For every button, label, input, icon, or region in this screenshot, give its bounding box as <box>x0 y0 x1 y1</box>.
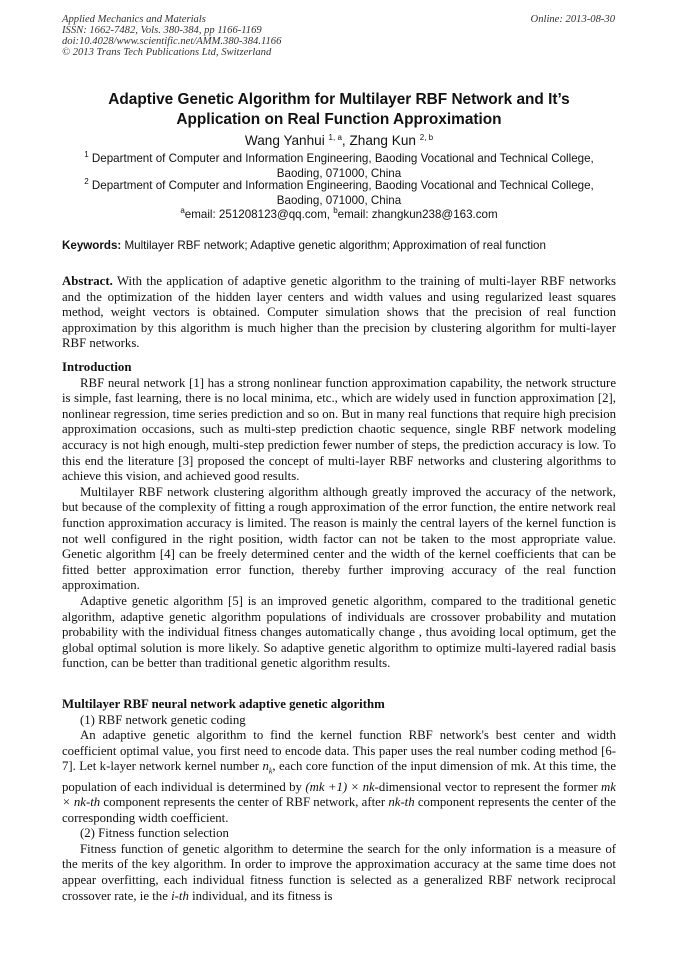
algorithm-heading: Multilayer RBF neural network adaptive genetic algorithm <box>62 697 385 711</box>
keywords-label: Keywords: <box>62 239 122 252</box>
introduction-heading: Introduction <box>62 360 132 374</box>
fitness-paragraph: Fitness function of genetic algorithm to determine the search for the only information is a measure of the merits of the key algorithm. In order to improve the approximation accuracy at the same time does not appear overfitting, each individual fitness function is selected as a generalized RBF network reciprocal crossover rate, ie the i-th individual, and its fitness is <box>62 841 616 903</box>
author-list <box>62 129 616 149</box>
contact-emails <box>62 203 616 222</box>
author-2-affiliation-mark: 2, b <box>419 133 434 142</box>
author-1-affiliation-mark: 1, a <box>328 133 342 142</box>
doi-line: doi:10.4028/www.scientific.net/AMM.380-384.1166 <box>62 36 282 47</box>
author-separator: , <box>341 133 350 148</box>
email-a-mark: a <box>180 206 185 215</box>
journal-name: Applied Mechanics and Materials <box>62 14 206 25</box>
paper-title <box>62 90 616 130</box>
keywords <box>62 238 622 253</box>
intro-paragraph-1: RBF neural network [1] has a strong nonlinear function approximation capability, the network structure is simple, fast learning, there is no local minima, etc., which are widely used in function approximation [2], nonlinear regression, time series prediction and so on. But in many real functions that require high precision approximation occasions, such as multi-step prediction chaotic sequence, single RBF network modeling accuracy is not high enough, multi-step prediction fewer number of steps, the prediction accuracy is low. To this end the literature [3] proposed the concept of multi-layer RBF networks and clustering algorithms to achieve this vision, and achieved good results. <box>62 375 616 484</box>
coding-paragraph: An adaptive genetic algorithm to find the kernel function RBF network's best center and width coefficient optimal value, you first need to encode data. This paper uses the real number coding method [6-7]. Let k-layer network kernel number $n_k$, each core function of the input dimension of mk. At this time, the population of each individual is determined by (mk +1) × nk-dimensional vector to represent the former mk × nk-th component represents the center of RBF network, after nk-th component represents the center of the corresponding width coefficient. <box>62 728 616 825</box>
affiliation-2-line-1: Department of Computer and Information Engineering, Baoding Vocational and Technical College, <box>91 179 594 192</box>
intro-paragraph-2: Multilayer RBF network clustering algorithm although greatly improved the accuracy of the network, but because of the complexity of fitting a rough approximation of the error function, the entire network real function approximation accuracy is limited. The reason is mainly the central layers of the kernel function is not well configured in the right position, width factor can not be taken to the most appropriate value. Genetic algorithm [4] can be freely determined center and the width of the kernel coefficients that can be fitted better approximation error function, thereby further improving accuracy of the real function approximation. <box>62 484 616 593</box>
abstract <box>62 274 616 352</box>
affiliation-1-number: 1 <box>84 150 89 159</box>
affiliation-1-line-2: Baoding, 071000, China <box>276 167 402 180</box>
abstract-label: Abstract. <box>62 274 113 288</box>
algorithm-section <box>62 697 616 904</box>
abstract-text: With the application of adaptive genetic algorithm to the training of multi-layer RBF networks and the optimization of the hidden layer centers and width values and using regularized least squares method, weight vectors is obtained. Computer simulation shows that the precision of real function approximation by this algorithm is much higher than the precision by clustering algorithm for multi-layer RBF networks. <box>62 274 616 351</box>
nk-symbol: $n_k$ <box>262 759 273 776</box>
email-a: email: 251208123@qq.com, <box>184 208 334 221</box>
subsection-genetic-coding: (1) RBF network genetic coding <box>80 712 246 727</box>
email-b-mark: b <box>333 206 338 215</box>
intro-paragraph-3: Adaptive genetic algorithm [5] is an improved genetic algorithm, compared to the traditional genetic algorithm, adaptive genetic algorithm populations of individuals are crossover probability and mutation probability with the individual fitness changes automatically change , thus avoiding local optimum, get the global optimal solution is more likely. So adaptive genetic algorithm to optimize multi-layered radial basis function, can be better than traditional genetic algorithm results. <box>62 593 616 671</box>
author-1: Wang Yanhui <box>244 133 325 148</box>
title-line-2: Application on Real Function Approximation <box>176 111 502 128</box>
affiliation-2-line-2: Baoding, 071000, China <box>276 194 402 207</box>
copyright-line: © 2013 Trans Tech Publications Ltd, Switzerland <box>62 47 272 58</box>
subsection-fitness-function: (2) Fitness function selection <box>80 826 229 841</box>
affiliation-1-line-1: Department of Computer and Information Engineering, Baoding Vocational and Technical College, <box>91 152 594 165</box>
online-date: Online: 2013-08-30 <box>530 14 615 25</box>
author-2: Zhang Kun <box>349 133 416 148</box>
email-b: email: zhangkun238@163.com <box>337 208 498 221</box>
title-line-1: Adaptive Genetic Algorithm for Multilayer RBF Network and It’s <box>108 91 570 108</box>
affiliation-2-number: 2 <box>84 177 89 186</box>
keywords-text: Multilayer RBF network; Adaptive genetic algorithm; Approximation of real function <box>121 239 546 252</box>
introduction-section <box>62 360 616 672</box>
journal-header <box>62 14 281 58</box>
issn-line: ISSN: 1662-7482, Vols. 380-384, pp 1166-1169 <box>62 25 262 36</box>
